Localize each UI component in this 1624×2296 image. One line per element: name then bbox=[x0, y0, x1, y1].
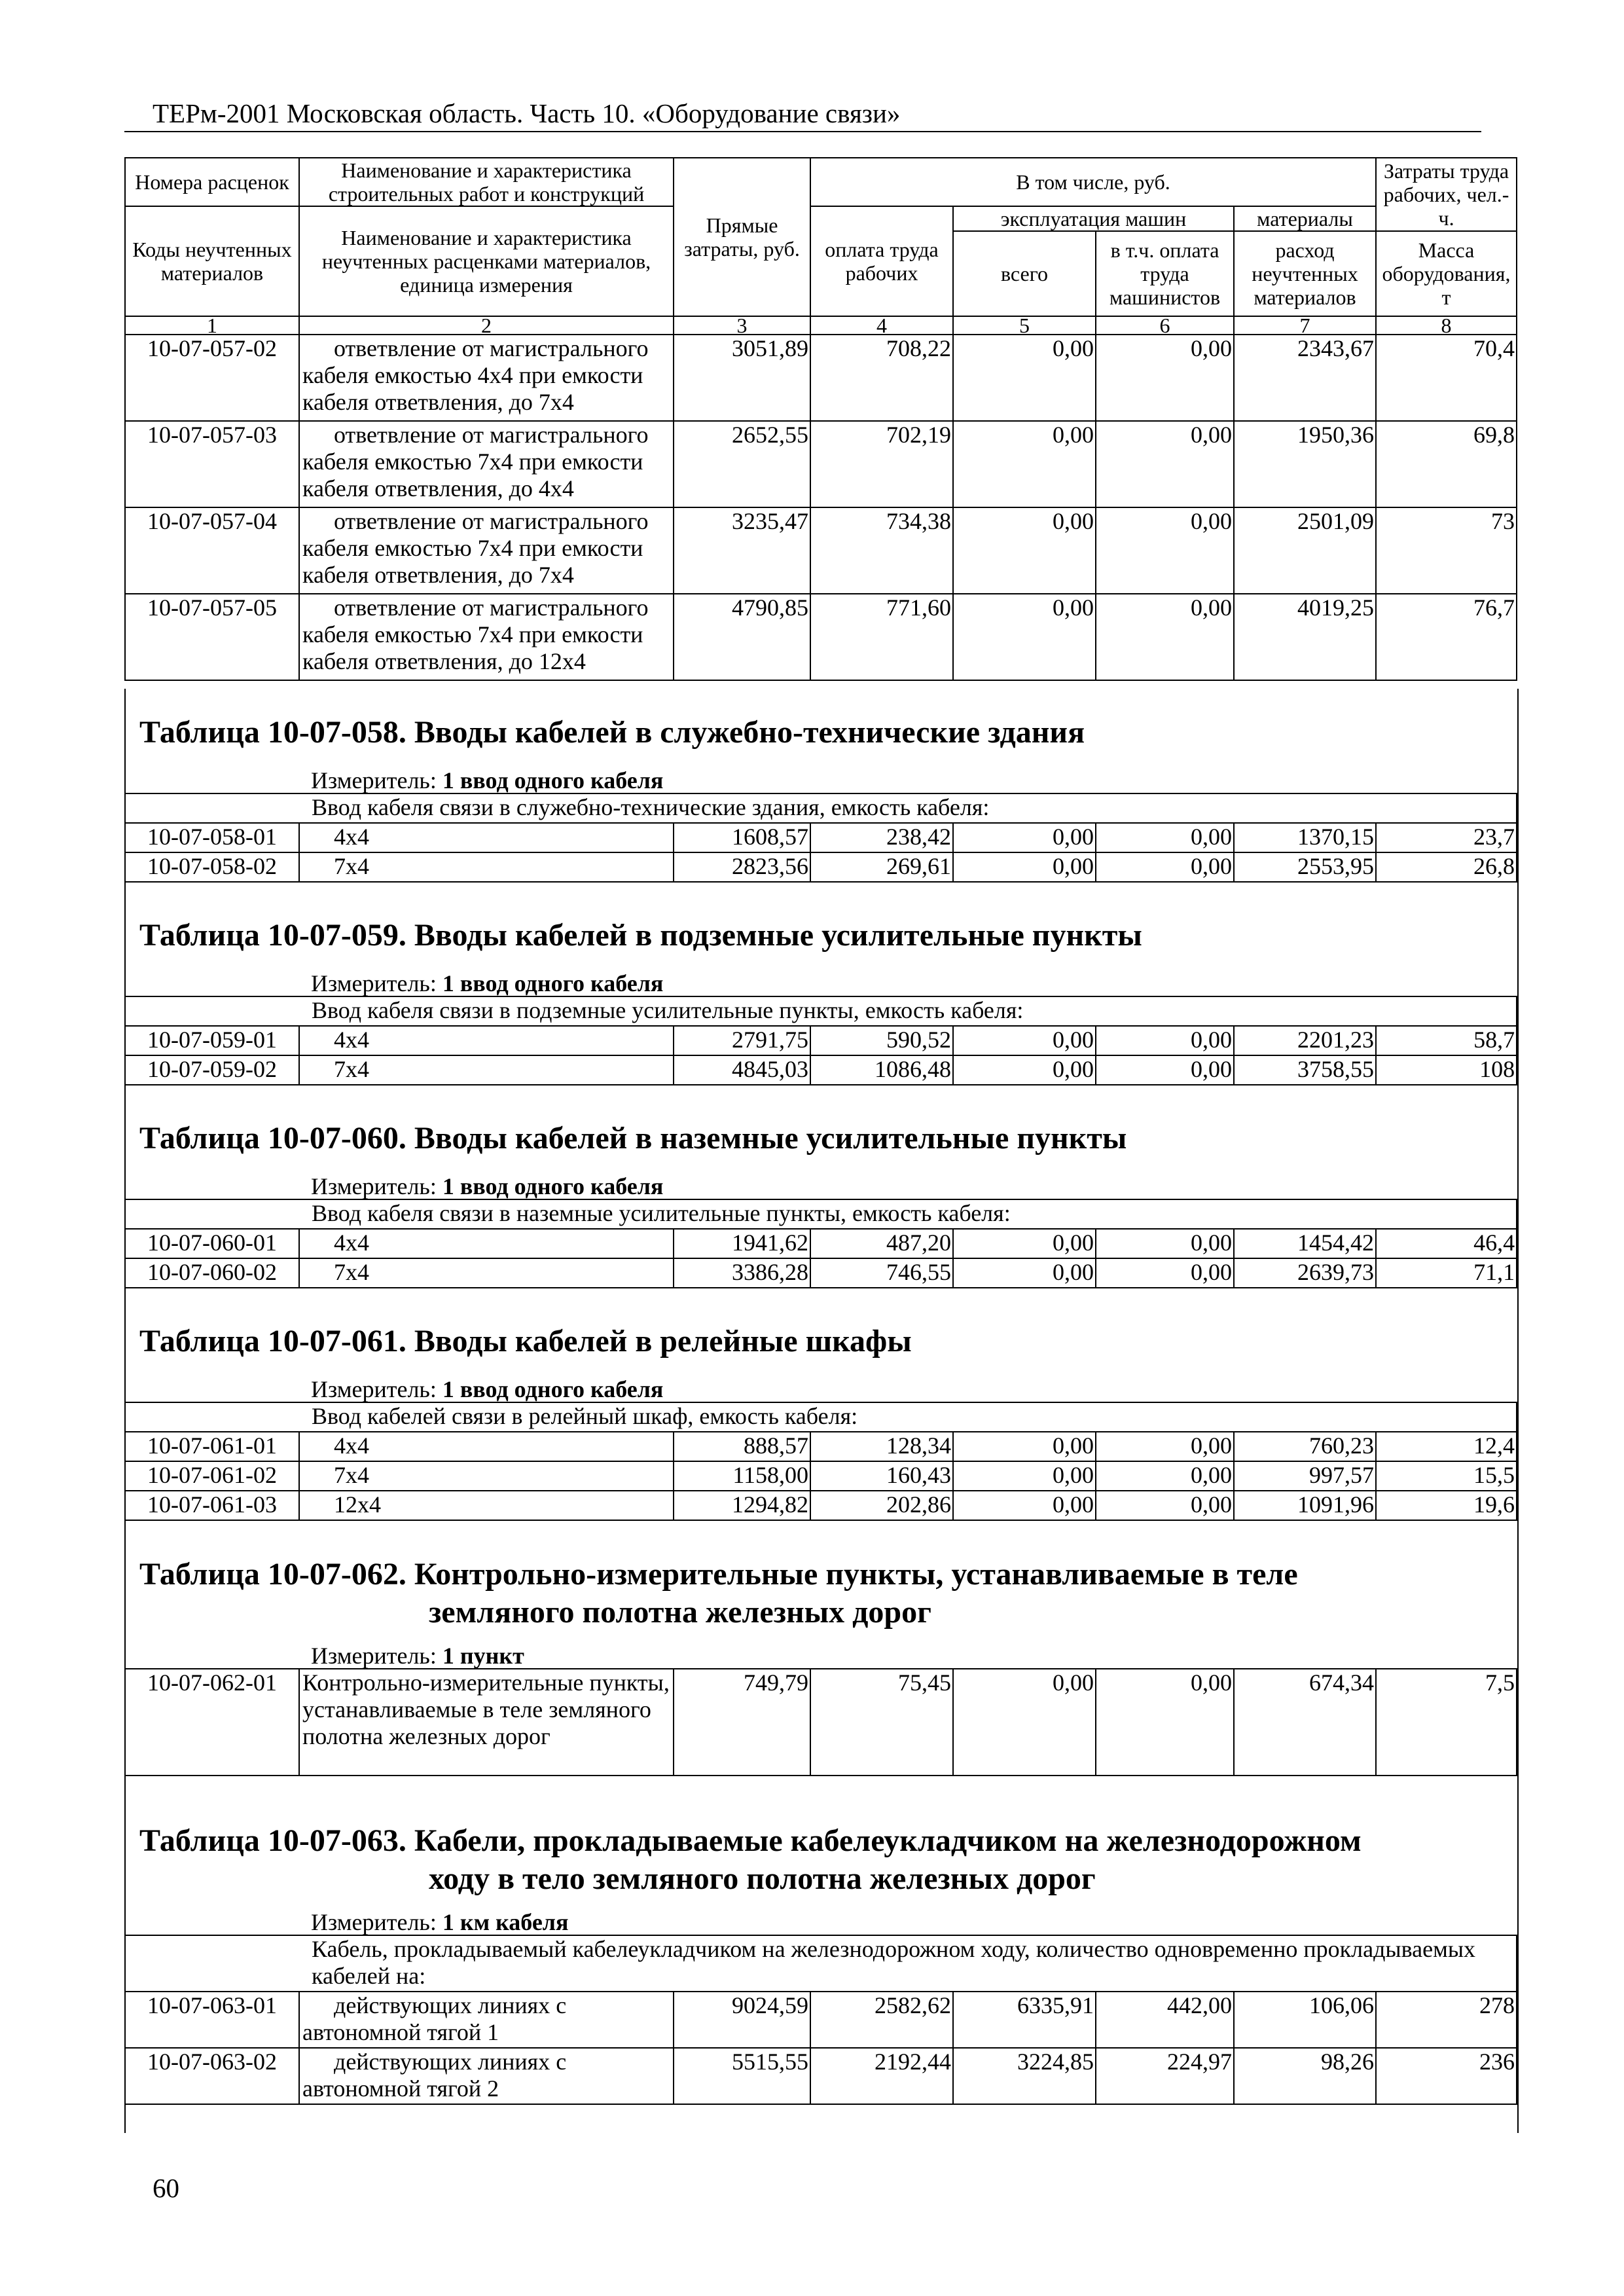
row-machines-total: 0,00 bbox=[953, 421, 1096, 507]
row-operator-wage: 0,00 bbox=[1096, 507, 1234, 594]
row-operator-wage: 0,00 bbox=[1096, 1461, 1234, 1491]
table-row bbox=[125, 1026, 1517, 1055]
row-code: 10-07-062-01 bbox=[125, 1669, 299, 1776]
row-labor-wage: 708,22 bbox=[810, 335, 953, 421]
row-labor-hours: 236 bbox=[1376, 2048, 1517, 2104]
header-rule bbox=[124, 131, 1481, 132]
table-row bbox=[125, 421, 1517, 507]
measure-unit bbox=[311, 1173, 663, 1199]
row-code: 10-07-057-02 bbox=[125, 335, 299, 421]
row-description bbox=[299, 823, 674, 852]
table-title-text: Таблица 10-07-059. Вводы кабелей в подземные усилительные пункты bbox=[139, 918, 1142, 953]
row-labor-hours: 58,7 bbox=[1376, 1026, 1517, 1055]
row-direct-cost: 3386,28 bbox=[674, 1258, 810, 1288]
row-code: 10-07-058-01 bbox=[125, 823, 299, 852]
table-title-text: Таблица 10-07-063. Кабели, прокладываемые кабелеукладчиком на железнодорожном bbox=[139, 1823, 1362, 1858]
row-description bbox=[299, 1461, 674, 1491]
row-machines-total: 3224,85 bbox=[953, 2048, 1096, 2104]
row-machines-total: 0,00 bbox=[953, 1669, 1096, 1776]
table-title-continuation: земляного полотна железных дорог bbox=[429, 1595, 931, 1630]
rates-table bbox=[124, 1935, 1517, 2105]
row-labor-wage: 2192,44 bbox=[810, 2048, 953, 2104]
row-direct-cost: 9024,59 bbox=[674, 1992, 810, 2048]
table-row bbox=[125, 1258, 1517, 1288]
group-caption-row bbox=[125, 793, 1517, 823]
row-labor-wage: 75,45 bbox=[810, 1669, 953, 1776]
row-operator-wage: 0,00 bbox=[1096, 1026, 1234, 1055]
row-operator-wage: 0,00 bbox=[1096, 1055, 1234, 1085]
col-num: 7 bbox=[1234, 316, 1376, 335]
row-labor-wage: 202,86 bbox=[810, 1491, 953, 1520]
row-code: 10-07-060-02 bbox=[125, 1258, 299, 1288]
measure-value: 1 ввод одного кабеля bbox=[442, 767, 664, 793]
rates-table-header bbox=[124, 157, 1517, 681]
row-description bbox=[299, 1491, 674, 1520]
row-direct-cost: 2791,75 bbox=[674, 1026, 810, 1055]
row-direct-cost: 4790,85 bbox=[674, 594, 810, 680]
row-description bbox=[299, 1992, 674, 2048]
measure-label: Измеритель: bbox=[311, 970, 437, 996]
running-header: ТЕРм-2001 Московская область. Часть 10. «Оборудование связи» bbox=[153, 98, 901, 128]
row-description bbox=[299, 2048, 674, 2104]
row-labor-wage: 238,42 bbox=[810, 823, 953, 852]
materials-header: материалы bbox=[1234, 206, 1376, 231]
row-description-text: 4х4 bbox=[334, 824, 369, 850]
row-materials: 2343,67 bbox=[1234, 335, 1376, 421]
row-materials: 674,34 bbox=[1234, 1669, 1376, 1776]
row-materials: 1950,36 bbox=[1234, 421, 1376, 507]
row-materials: 2201,23 bbox=[1234, 1026, 1376, 1055]
row-description-text: 7х4 bbox=[334, 1056, 369, 1082]
table-row bbox=[125, 1432, 1517, 1461]
row-machines-total: 0,00 bbox=[953, 507, 1096, 594]
table-row bbox=[125, 594, 1517, 680]
row-labor-wage: 734,38 bbox=[810, 507, 953, 594]
row-machines-total: 0,00 bbox=[953, 1026, 1096, 1055]
row-labor-hours: 12,4 bbox=[1376, 1432, 1517, 1461]
col-num: 8 bbox=[1376, 316, 1517, 335]
row-labor-hours: 69,8 bbox=[1376, 421, 1517, 507]
measure-unit bbox=[311, 970, 663, 996]
row-labor-wage: 746,55 bbox=[810, 1258, 953, 1288]
row-materials: 106,06 bbox=[1234, 1992, 1376, 2048]
row-operator-wage: 0,00 bbox=[1096, 852, 1234, 882]
row-description bbox=[299, 335, 674, 421]
measure-label: Измеритель: bbox=[311, 1376, 437, 1402]
row-labor-wage: 771,60 bbox=[810, 594, 953, 680]
row-direct-cost: 5515,55 bbox=[674, 2048, 810, 2104]
row-description-text: 7х4 bbox=[334, 853, 369, 879]
row-description bbox=[299, 1258, 674, 1288]
row-description-text: ответвление от магистрального кабеля емкостью 7х4 при емкости кабеля ответвления, до 12х4 bbox=[302, 594, 649, 674]
table-title bbox=[139, 917, 1142, 955]
col7-header: расход неучтенных материалов bbox=[1234, 231, 1376, 316]
col-num: 4 bbox=[810, 316, 953, 335]
row-labor-hours: 23,7 bbox=[1376, 823, 1517, 852]
row-description-text: ответвление от магистрального кабеля емкостью 7х4 при емкости кабеля ответвления, до 7х4 bbox=[302, 508, 649, 588]
row-materials: 3758,55 bbox=[1234, 1055, 1376, 1085]
row-labor-hours: 26,8 bbox=[1376, 852, 1517, 882]
row-labor-wage: 1086,48 bbox=[810, 1055, 953, 1085]
row-operator-wage: 0,00 bbox=[1096, 1669, 1234, 1776]
row-description bbox=[299, 1432, 674, 1461]
row-machines-total: 0,00 bbox=[953, 1055, 1096, 1085]
group-caption: Ввод кабеля связи в служебно-технические здания, емкость кабеля: bbox=[125, 793, 1517, 823]
row-description-text: 12х4 bbox=[334, 1491, 381, 1518]
table-row bbox=[125, 823, 1517, 852]
row-code: 10-07-063-01 bbox=[125, 1992, 299, 2048]
table-row bbox=[125, 852, 1517, 882]
row-direct-cost: 1294,82 bbox=[674, 1491, 810, 1520]
row-code: 10-07-057-03 bbox=[125, 421, 299, 507]
col1-top-header: Номера расценок bbox=[125, 158, 299, 206]
row-labor-wage: 702,19 bbox=[810, 421, 953, 507]
table-row bbox=[125, 335, 1517, 421]
row-materials: 2501,09 bbox=[1234, 507, 1376, 594]
row-description-text: действующих линиях с автономной тягой 2 bbox=[302, 2049, 567, 2102]
row-labor-wage: 128,34 bbox=[810, 1432, 953, 1461]
row-description-text: 7х4 bbox=[334, 1462, 369, 1488]
measure-label: Измеритель: bbox=[311, 1909, 437, 1935]
row-machines-total: 0,00 bbox=[953, 852, 1096, 882]
row-machines-total: 0,00 bbox=[953, 1258, 1096, 1288]
row-direct-cost: 2823,56 bbox=[674, 852, 810, 882]
row-machines-total: 0,00 bbox=[953, 1491, 1096, 1520]
row-operator-wage: 0,00 bbox=[1096, 1432, 1234, 1461]
table-title bbox=[139, 714, 1085, 752]
table-title bbox=[139, 1120, 1127, 1157]
row-code: 10-07-061-01 bbox=[125, 1432, 299, 1461]
measure-unit bbox=[311, 1909, 568, 1935]
row-labor-hours: 70,4 bbox=[1376, 335, 1517, 421]
row-description bbox=[299, 1055, 674, 1085]
col-num: 6 bbox=[1096, 316, 1234, 335]
row-materials: 1091,96 bbox=[1234, 1491, 1376, 1520]
row-materials: 1454,42 bbox=[1234, 1229, 1376, 1258]
col1-bottom-header: Коды неучтенных материалов bbox=[125, 206, 299, 316]
col6-header: в т.ч. оплата труда машинистов bbox=[1096, 231, 1234, 316]
row-description bbox=[299, 507, 674, 594]
rates-table bbox=[124, 1199, 1517, 1288]
measure-unit bbox=[311, 767, 663, 793]
row-direct-cost: 749,79 bbox=[674, 1669, 810, 1776]
rates-table bbox=[124, 1668, 1517, 1776]
row-direct-cost: 888,57 bbox=[674, 1432, 810, 1461]
row-operator-wage: 0,00 bbox=[1096, 335, 1234, 421]
measure-label: Измеритель: bbox=[311, 1173, 437, 1199]
row-direct-cost: 3051,89 bbox=[674, 335, 810, 421]
row-machines-total: 6335,91 bbox=[953, 1992, 1096, 2048]
table-title-continuation: ходу в тело земляного полотна железных дорог bbox=[429, 1861, 1096, 1896]
row-description bbox=[299, 594, 674, 680]
col-num: 5 bbox=[953, 316, 1096, 335]
col-num: 2 bbox=[299, 316, 674, 335]
table-row bbox=[125, 1461, 1517, 1491]
row-direct-cost: 1608,57 bbox=[674, 823, 810, 852]
row-machines-total: 0,00 bbox=[953, 335, 1096, 421]
row-direct-cost: 3235,47 bbox=[674, 507, 810, 594]
row-direct-cost: 4845,03 bbox=[674, 1055, 810, 1085]
row-operator-wage: 0,00 bbox=[1096, 1258, 1234, 1288]
row-materials: 760,23 bbox=[1234, 1432, 1376, 1461]
col8-top-header: Затраты труда рабочих, чел.-ч. bbox=[1376, 158, 1517, 231]
row-materials: 98,26 bbox=[1234, 2048, 1376, 2104]
group-caption: Ввод кабелей связи в релейный шкаф, емкость кабеля: bbox=[125, 1402, 1517, 1432]
row-operator-wage: 0,00 bbox=[1096, 594, 1234, 680]
row-labor-hours: 15,5 bbox=[1376, 1461, 1517, 1491]
measure-value: 1 ввод одного кабеля bbox=[442, 970, 664, 996]
machines-header: эксплуатация машин bbox=[953, 206, 1234, 231]
row-code: 10-07-059-02 bbox=[125, 1055, 299, 1085]
row-direct-cost: 1158,00 bbox=[674, 1461, 810, 1491]
col2-top-header: Наименование и характеристика строительных работ и конструкций bbox=[299, 158, 674, 206]
measure-label: Измеритель: bbox=[311, 767, 437, 793]
measure-value: 1 пункт bbox=[442, 1643, 524, 1669]
col-num: 3 bbox=[674, 316, 810, 335]
row-materials: 997,57 bbox=[1234, 1461, 1376, 1491]
row-description-text: действующих линиях с автономной тягой 1 bbox=[302, 1992, 567, 2045]
group-caption: Ввод кабеля связи в подземные усилительные пункты, емкость кабеля: bbox=[125, 996, 1517, 1026]
row-labor-hours: 7,5 bbox=[1376, 1669, 1517, 1776]
table-title-text: Таблица 10-07-058. Вводы кабелей в служебно-технические здания bbox=[139, 715, 1085, 750]
in-total-header: В том числе, руб. bbox=[810, 158, 1376, 206]
row-code: 10-07-060-01 bbox=[125, 1229, 299, 1258]
row-code: 10-07-061-03 bbox=[125, 1491, 299, 1520]
row-materials: 2639,73 bbox=[1234, 1258, 1376, 1288]
row-description-text: 4х4 bbox=[334, 1027, 369, 1053]
rates-table bbox=[124, 996, 1517, 1085]
measure-value: 1 ввод одного кабеля bbox=[442, 1376, 664, 1402]
page-number: 60 bbox=[153, 2173, 179, 2203]
group-caption-row bbox=[125, 996, 1517, 1026]
table-row bbox=[125, 1669, 1517, 1776]
col4-header: оплата труда рабочих bbox=[810, 206, 953, 316]
row-labor-hours: 108 bbox=[1376, 1055, 1517, 1085]
row-description bbox=[299, 1026, 674, 1055]
row-description-text: ответвление от магистрального кабеля емкостью 7х4 при емкости кабеля ответвления, до 4х4 bbox=[302, 422, 649, 501]
row-code: 10-07-057-04 bbox=[125, 507, 299, 594]
row-materials: 1370,15 bbox=[1234, 823, 1376, 852]
measure-unit bbox=[311, 1643, 524, 1669]
row-operator-wage: 0,00 bbox=[1096, 823, 1234, 852]
table-title bbox=[139, 1556, 1298, 1631]
row-description-text: 4х4 bbox=[334, 1230, 369, 1256]
row-direct-cost: 2652,55 bbox=[674, 421, 810, 507]
row-machines-total: 0,00 bbox=[953, 823, 1096, 852]
row-description bbox=[299, 1669, 674, 1776]
row-code: 10-07-057-05 bbox=[125, 594, 299, 680]
row-code: 10-07-058-02 bbox=[125, 852, 299, 882]
row-labor-wage: 160,43 bbox=[810, 1461, 953, 1491]
row-machines-total: 0,00 bbox=[953, 1461, 1096, 1491]
row-labor-hours: 76,7 bbox=[1376, 594, 1517, 680]
table-row bbox=[125, 1055, 1517, 1085]
row-operator-wage: 0,00 bbox=[1096, 421, 1234, 507]
row-description-text: 4х4 bbox=[334, 1432, 369, 1459]
rates-table bbox=[124, 793, 1517, 883]
measure-value: 1 ввод одного кабеля bbox=[442, 1173, 664, 1199]
row-labor-hours: 46,4 bbox=[1376, 1229, 1517, 1258]
table-row bbox=[125, 2048, 1517, 2104]
row-description bbox=[299, 852, 674, 882]
row-description-text: Контрольно-измерительные пункты, устанавливаемые в теле земляного полотна железных дорог bbox=[302, 1669, 670, 1749]
row-materials: 2553,95 bbox=[1234, 852, 1376, 882]
group-caption-row bbox=[125, 1199, 1517, 1229]
table-row bbox=[125, 1229, 1517, 1258]
group-caption: Кабель, прокладываемый кабелеукладчиком на железнодорожном ходу, количество одновременно прокладываемых кабелей на: bbox=[125, 1935, 1517, 1992]
table-title bbox=[139, 1322, 912, 1360]
col2-bottom-header: Наименование и характеристика неучтенных расценками материалов, единица измерения bbox=[299, 206, 674, 316]
row-description bbox=[299, 421, 674, 507]
row-description-text: 7х4 bbox=[334, 1259, 369, 1285]
row-code: 10-07-059-01 bbox=[125, 1026, 299, 1055]
row-description bbox=[299, 1229, 674, 1258]
measure-unit bbox=[311, 1376, 663, 1402]
table-row bbox=[125, 1992, 1517, 2048]
measure-value: 1 км кабеля bbox=[442, 1909, 569, 1935]
row-labor-wage: 269,61 bbox=[810, 852, 953, 882]
row-operator-wage: 0,00 bbox=[1096, 1229, 1234, 1258]
table-title-text: Таблица 10-07-060. Вводы кабелей в наземные усилительные пункты bbox=[139, 1121, 1127, 1156]
row-labor-wage: 590,52 bbox=[810, 1026, 953, 1055]
row-machines-total: 0,00 bbox=[953, 1229, 1096, 1258]
table-row bbox=[125, 1491, 1517, 1520]
row-labor-hours: 73 bbox=[1376, 507, 1517, 594]
measure-label: Измеритель: bbox=[311, 1643, 437, 1669]
row-labor-hours: 278 bbox=[1376, 1992, 1517, 2048]
rates-table bbox=[124, 1402, 1517, 1521]
col5-header: всего bbox=[953, 231, 1096, 316]
row-machines-total: 0,00 bbox=[953, 594, 1096, 680]
row-labor-hours: 19,6 bbox=[1376, 1491, 1517, 1520]
row-code: 10-07-063-02 bbox=[125, 2048, 299, 2104]
row-code: 10-07-061-02 bbox=[125, 1461, 299, 1491]
group-caption: Ввод кабеля связи в наземные усилительные пункты, емкость кабеля: bbox=[125, 1199, 1517, 1229]
row-operator-wage: 442,00 bbox=[1096, 1992, 1234, 2048]
table-row bbox=[125, 507, 1517, 594]
group-caption-row bbox=[125, 1402, 1517, 1432]
row-description-text: ответвление от магистрального кабеля емкостью 4х4 при емкости кабеля ответвления, до 7х4 bbox=[302, 335, 649, 415]
row-labor-wage: 487,20 bbox=[810, 1229, 953, 1258]
col8-bottom-header: Масса оборудования, т bbox=[1376, 231, 1517, 316]
row-materials: 4019,25 bbox=[1234, 594, 1376, 680]
col-num: 1 bbox=[125, 316, 299, 335]
table-title-text: Таблица 10-07-062. Контрольно-измерительные пункты, устанавливаемые в теле bbox=[139, 1557, 1298, 1592]
table-title bbox=[139, 1822, 1362, 1898]
row-machines-total: 0,00 bbox=[953, 1432, 1096, 1461]
group-caption-row bbox=[125, 1935, 1517, 1992]
row-operator-wage: 0,00 bbox=[1096, 1491, 1234, 1520]
row-operator-wage: 224,97 bbox=[1096, 2048, 1234, 2104]
row-labor-wage: 2582,62 bbox=[810, 1992, 953, 2048]
row-direct-cost: 1941,62 bbox=[674, 1229, 810, 1258]
table-title-text: Таблица 10-07-061. Вводы кабелей в релейные шкафы bbox=[139, 1324, 912, 1358]
row-labor-hours: 71,1 bbox=[1376, 1258, 1517, 1288]
col3-header: Прямые затраты, руб. bbox=[674, 158, 810, 316]
